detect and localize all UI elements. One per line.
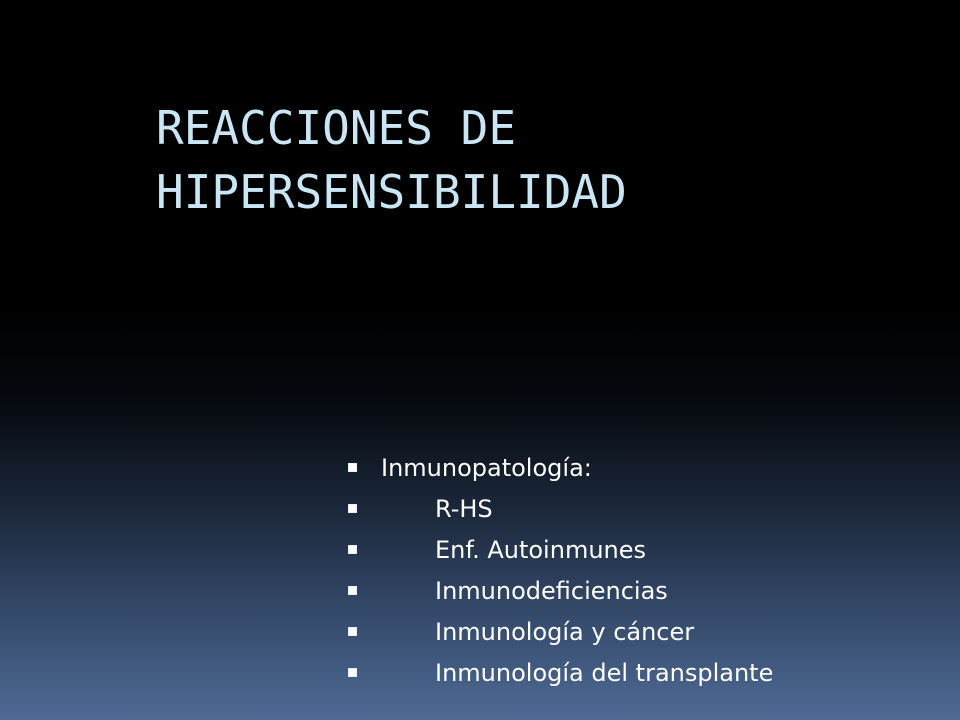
bullet-text: Inmunología y cáncer — [435, 618, 695, 646]
slide-title-line-1: REACCIONES DE — [156, 101, 517, 155]
square-bullet-icon — [348, 668, 357, 677]
bullet-text: Enf. Autoinmunes — [435, 536, 647, 564]
slide-title — [156, 96, 876, 224]
square-bullet-icon — [348, 586, 357, 595]
bullet-text: R-HS — [435, 495, 493, 523]
bullet-text: Inmunodeficiencias — [435, 577, 668, 605]
square-bullet-icon — [348, 627, 357, 636]
bullet-text: Inmunopatología: — [381, 454, 592, 482]
bullet-text: Inmunología del transplante — [435, 659, 774, 687]
slide-title-line-2: HIPERSENSIBILIDAD — [156, 165, 627, 219]
square-bullet-icon — [348, 504, 357, 513]
square-bullet-icon — [348, 545, 357, 554]
square-bullet-icon — [348, 463, 357, 472]
